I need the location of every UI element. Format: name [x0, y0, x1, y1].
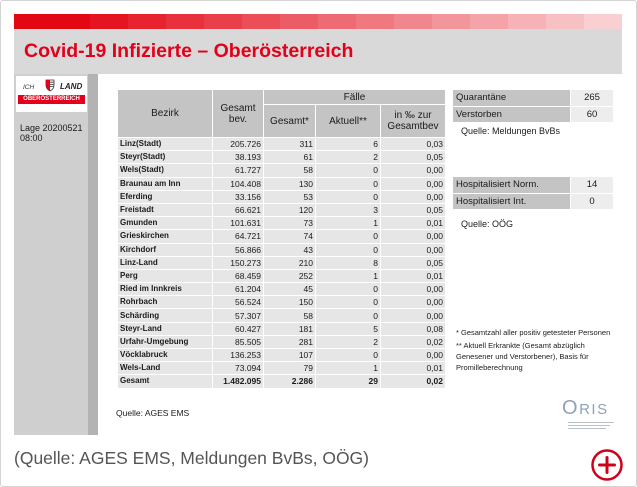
- hospital-box: [453, 177, 613, 209]
- aktuell-cell: 1: [316, 362, 380, 374]
- aktuell-cell: 8: [316, 257, 380, 269]
- title-bar-segment: [584, 14, 622, 29]
- coat-of-arms-icon: [43, 78, 57, 92]
- promille-cell: 0,00: [381, 309, 445, 321]
- status-date: Lage 20200521: [20, 123, 83, 133]
- faelle-gesamt-cell: 210: [264, 257, 315, 269]
- promille-cell: 0,00: [381, 296, 445, 308]
- aktuell-cell: 0: [316, 349, 380, 361]
- gesamt-bev-cell: 136.253: [213, 349, 263, 361]
- total-aktuell-cell: 29: [316, 375, 380, 387]
- bezirk-cell: Linz(Stadt): [118, 138, 212, 150]
- gesamt-bev-cell: 61.204: [213, 283, 263, 295]
- bezirk-cell: Gmunden: [118, 217, 212, 229]
- col-header-bezirk: Bezirk: [118, 90, 212, 137]
- aktuell-cell: 6: [316, 138, 380, 150]
- stat-value-hosp-int: 0: [571, 194, 613, 210]
- bezirk-cell: Wels-Land: [118, 362, 212, 374]
- promille-cell: 0,05: [381, 204, 445, 216]
- promille-cell: 0,05: [381, 151, 445, 163]
- gesamt-bev-cell: 68.459: [213, 270, 263, 282]
- gesamt-bev-cell: 61.727: [213, 164, 263, 176]
- footnote-aktuell: ** Aktuell Erkrankte (Gesamt abzüglich Genesener und Verstorbener), Basis für Promilleberechnung: [456, 341, 589, 372]
- logo-fine-print: [568, 422, 614, 423]
- promille-cell: 0,00: [381, 349, 445, 361]
- logo-word-land: LAND: [60, 82, 83, 91]
- bezirk-cell: Schärding: [118, 309, 212, 321]
- status-time: 08:00: [20, 133, 43, 143]
- title-bar-segment: [470, 14, 508, 29]
- image-caption: (Quelle: AGES EMS, Meldungen BvBs, OÖG): [14, 448, 369, 468]
- stat-value-verstorben: 60: [571, 107, 613, 123]
- gesamt-bev-cell: 56.866: [213, 244, 263, 256]
- stat-label-quarantaene: Quarantäne: [453, 90, 570, 106]
- gesamt-bev-cell: 38.193: [213, 151, 263, 163]
- cases-table: [118, 90, 445, 388]
- faelle-gesamt-cell: 58: [264, 309, 315, 321]
- gesamt-bev-cell: 101.631: [213, 217, 263, 229]
- aktuell-cell: 5: [316, 323, 380, 335]
- stat-label-verstorben: Verstorben: [453, 107, 570, 123]
- gesamt-bev-cell: 60.427: [213, 323, 263, 335]
- title-bar-segment: [508, 14, 546, 29]
- bezirk-cell: Urfahr-Umgebung: [118, 336, 212, 348]
- bezirk-cell: Freistadt: [118, 204, 212, 216]
- promille-cell: 0,08: [381, 323, 445, 335]
- bezirk-cell: Steyr(Stadt): [118, 151, 212, 163]
- aktuell-cell: 0: [316, 178, 380, 190]
- title-bar-segment: [432, 14, 470, 29]
- faelle-gesamt-cell: 311: [264, 138, 315, 150]
- title-bar-segment: [242, 14, 280, 29]
- title-bar-segment: [204, 14, 242, 29]
- bezirk-cell: Ried im Innkreis: [118, 283, 212, 295]
- promille-cell: 0,05: [381, 257, 445, 269]
- title-bar-segment: [166, 14, 204, 29]
- bezirk-cell: Steyr-Land: [118, 323, 212, 335]
- bezirk-cell: Wels(Stadt): [118, 164, 212, 176]
- bezirk-cell: Vöcklabruck: [118, 349, 212, 361]
- doris-logo-text: ORIS: [562, 397, 609, 419]
- bezirk-cell: Kirchdorf: [118, 244, 212, 256]
- slide-title: Covid-19 Infizierte – Oberösterreich: [24, 40, 354, 62]
- title-bar-segment: [394, 14, 432, 29]
- logo-band-oberoesterreich: OBERÖSTERREICH: [18, 95, 85, 104]
- faelle-gesamt-cell: 130: [264, 178, 315, 190]
- aktuell-cell: 1: [316, 217, 380, 229]
- total-bezirk-cell: Gesamt: [118, 375, 212, 387]
- table-source: Quelle: AGES EMS: [116, 408, 190, 418]
- aktuell-cell: 1: [316, 270, 380, 282]
- aktuell-cell: 0: [316, 283, 380, 295]
- promille-cell: 0,00: [381, 230, 445, 242]
- faelle-gesamt-cell: 61: [264, 151, 315, 163]
- bezirk-cell: Linz-Land: [118, 257, 212, 269]
- promille-cell: 0,00: [381, 283, 445, 295]
- aktuell-cell: 2: [316, 151, 380, 163]
- promille-cell: 0,00: [381, 164, 445, 176]
- faelle-gesamt-cell: 281: [264, 336, 315, 348]
- bezirk-cell: Grieskirchen: [118, 230, 212, 242]
- title-bar-segment: [14, 14, 52, 29]
- gesamt-bev-cell: 33.156: [213, 191, 263, 203]
- total-faelle-gesamt-cell: 2.286: [264, 375, 315, 387]
- faelle-gesamt-cell: 107: [264, 349, 315, 361]
- faelle-gesamt-cell: 43: [264, 244, 315, 256]
- logo-word-ich: ICH: [23, 84, 35, 91]
- stat-value-hosp-norm: 14: [571, 177, 613, 193]
- total-promille-cell: 0,02: [381, 375, 445, 387]
- faelle-gesamt-cell: 252: [264, 270, 315, 282]
- gesamt-bev-cell: 73.094: [213, 362, 263, 374]
- plus-circle-icon: [591, 449, 623, 481]
- doris-logo: [560, 398, 618, 434]
- land-oberoesterreich-logo: [16, 76, 87, 112]
- bezirk-cell: Eferding: [118, 191, 212, 203]
- title-bar-segment: [356, 14, 394, 29]
- stat-value-quarantaene: 265: [571, 90, 613, 106]
- aktuell-cell: 0: [316, 309, 380, 321]
- bezirk-cell: Braunau am Inn: [118, 178, 212, 190]
- faelle-gesamt-cell: 181: [264, 323, 315, 335]
- slide-image[interactable]: [14, 14, 622, 435]
- gesamt-bev-cell: 205.726: [213, 138, 263, 150]
- faelle-gesamt-cell: 45: [264, 283, 315, 295]
- col-header-faelle: Fälle: [264, 90, 445, 104]
- bezirk-cell: Perg: [118, 270, 212, 282]
- footnote-gesamt: * Gesamtzahl aller positiv getesteter Personen: [456, 328, 611, 337]
- logo-fine-print: [568, 428, 606, 429]
- total-gesamt-bev-cell: 1.482.095: [213, 375, 263, 387]
- faelle-gesamt-cell: 150: [264, 296, 315, 308]
- stat-label-hosp-int: Hospitalisiert Int.: [453, 194, 570, 210]
- promille-cell: 0,00: [381, 178, 445, 190]
- hospital-source: Quelle: OÖG: [461, 219, 514, 229]
- bezirk-cell: Rohrbach: [118, 296, 212, 308]
- aktuell-cell: 0: [316, 230, 380, 242]
- col-header-aktuell: Aktuell**: [316, 105, 380, 137]
- aktuell-cell: 2: [316, 336, 380, 348]
- gesamt-bev-cell: 150.273: [213, 257, 263, 269]
- status-timestamp: [20, 123, 83, 143]
- title-bar-segment: [280, 14, 318, 29]
- aktuell-cell: 3: [316, 204, 380, 216]
- col-header-gesamt-bev: Gesamt bev.: [213, 90, 263, 137]
- promille-cell: 0,01: [381, 270, 445, 282]
- aktuell-cell: 0: [316, 244, 380, 256]
- aktuell-cell: 0: [316, 164, 380, 176]
- logo-fine-print: [568, 425, 610, 426]
- zoom-button[interactable]: [591, 449, 623, 481]
- gesamt-bev-cell: 85.505: [213, 336, 263, 348]
- promille-cell: 0,02: [381, 336, 445, 348]
- title-bar-segment: [128, 14, 166, 29]
- title-band: [14, 29, 622, 74]
- gesamt-bev-cell: 104.408: [213, 178, 263, 190]
- title-color-bar: [14, 14, 622, 29]
- faelle-gesamt-cell: 79: [264, 362, 315, 374]
- faelle-gesamt-cell: 73: [264, 217, 315, 229]
- footnotes: [456, 327, 614, 373]
- gesamt-bev-cell: 57.307: [213, 309, 263, 321]
- title-bar-segment: [318, 14, 356, 29]
- faelle-gesamt-cell: 58: [264, 164, 315, 176]
- quarantine-box: [453, 90, 613, 122]
- stat-label-hosp-norm: Hospitalisiert Norm.: [453, 177, 570, 193]
- sidebar-divider: [88, 74, 98, 435]
- gesamt-bev-cell: 56.524: [213, 296, 263, 308]
- gesamt-bev-cell: 64.721: [213, 230, 263, 242]
- col-header-promille: in ‰ zur Gesamtbev: [381, 105, 445, 137]
- col-header-faelle-gesamt: Gesamt*: [264, 105, 315, 137]
- title-bar-segment: [90, 14, 128, 29]
- promille-cell: 0,00: [381, 244, 445, 256]
- aktuell-cell: 0: [316, 191, 380, 203]
- promille-cell: 0,03: [381, 138, 445, 150]
- title-bar-segment: [52, 14, 90, 29]
- gesamt-bev-cell: 66.621: [213, 204, 263, 216]
- faelle-gesamt-cell: 53: [264, 191, 315, 203]
- aktuell-cell: 0: [316, 296, 380, 308]
- promille-cell: 0,01: [381, 217, 445, 229]
- title-bar-segment: [546, 14, 584, 29]
- status-source: Quelle: Meldungen BvBs: [461, 126, 561, 136]
- sidebar: [14, 74, 88, 435]
- promille-cell: 0,01: [381, 362, 445, 374]
- faelle-gesamt-cell: 120: [264, 204, 315, 216]
- promille-cell: 0,00: [381, 191, 445, 203]
- faelle-gesamt-cell: 74: [264, 230, 315, 242]
